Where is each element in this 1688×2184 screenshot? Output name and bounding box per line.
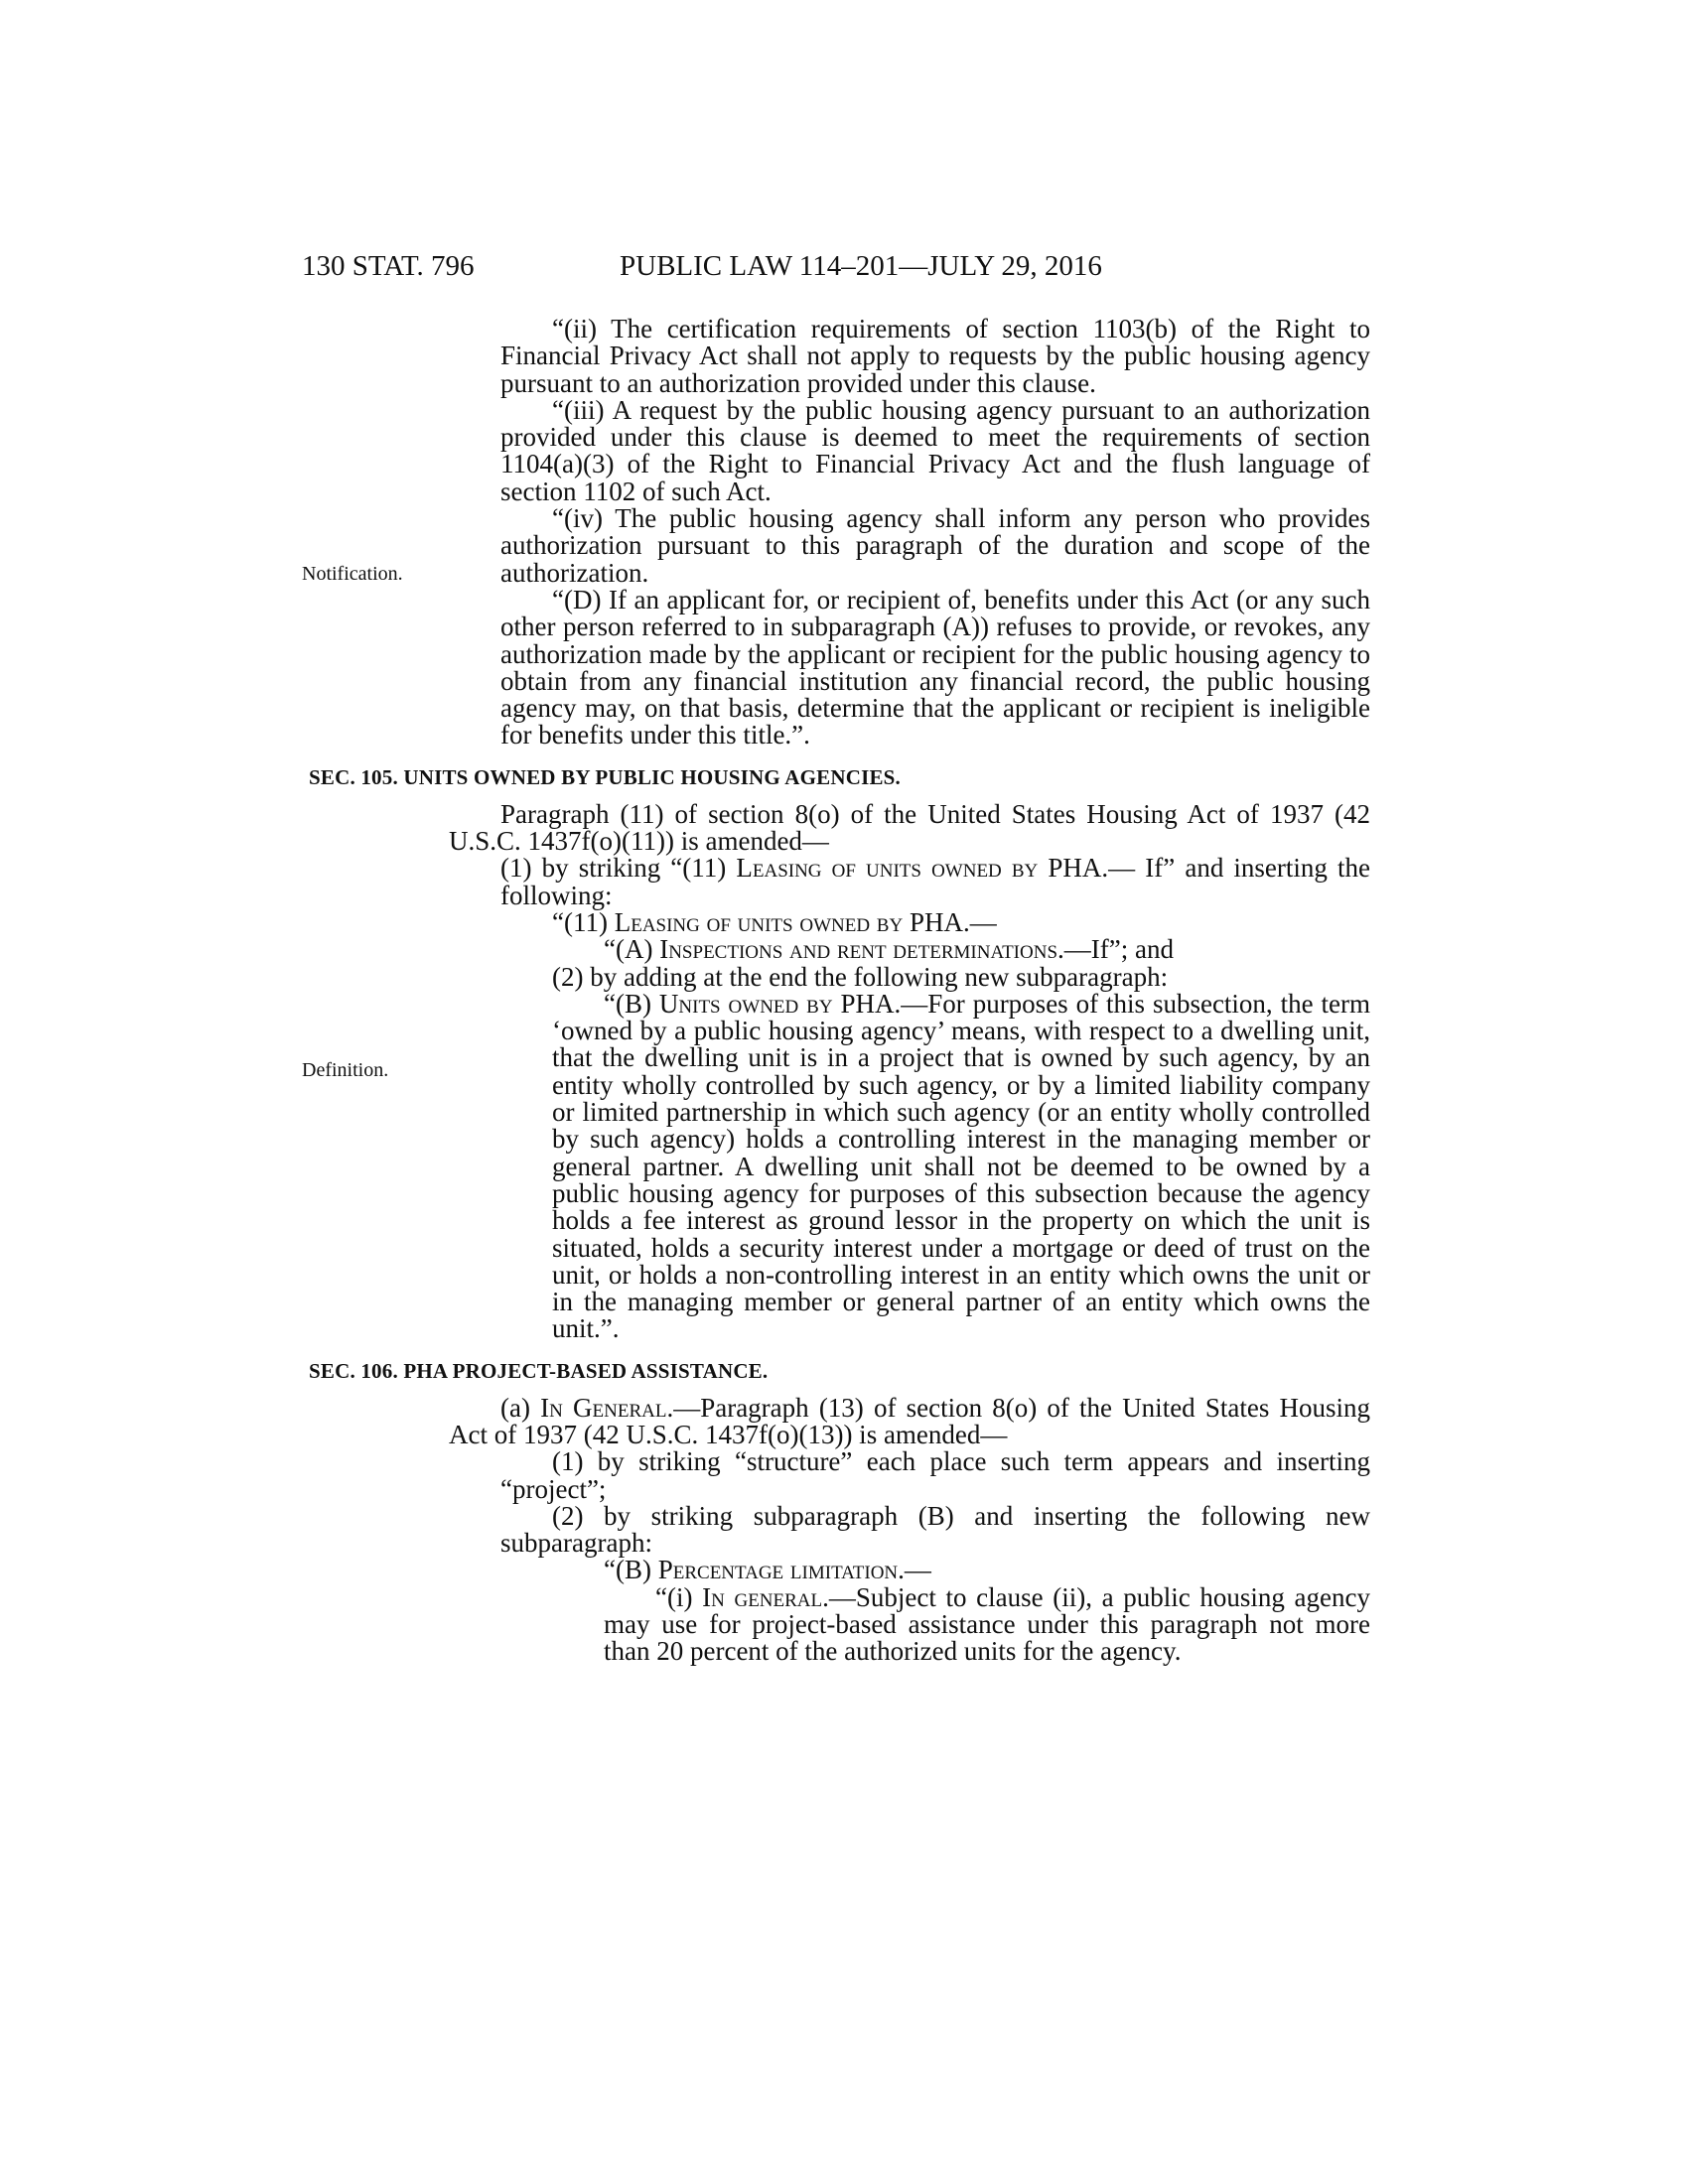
section-106-item-1: (1) by striking “structure” each place such term appears and inserting “project”; [500,1446,1370,1504]
clause-iii: “(iii) A request by the public housing agency pursuant to an authorization provided under this clause is deemed to meet the requirements of section 1104(a)(3) of the Right to Financial Privacy Act and the flush language of section 1102 of such Act. [500,394,1370,506]
quote-pct-tail: .— [898,1555,931,1585]
quote-a-tail: .—If”; and [1057,934,1174,965]
subsection-a-text: .—Paragraph (13) of section 8(o) of the United States Housing Act of 1937 (42 U.S.C. 1437f(o)(13)) is amended— [449,1392,1370,1449]
section-106-body [449,1392,1371,1667]
section-106-heading: SEC. 106. PHA PROJECT-BASED ASSISTANCE. [309,1358,769,1383]
quoted-clause-i [449,1581,1371,1667]
section-106-subsection-a [449,1392,1370,1449]
clause-iv: “(iv) The public housing agency shall inform any person who provides authorization pursuant to this paragraph of the duration and scope of the authorization. [500,503,1370,588]
item-1-caption: Leasing of units owned by PHA [736,853,1102,884]
subparagraph-d: “(D) If an applicant for, or recipient of, benefits under this Act (or any such other person referred to in subparagraph (A)) refuses to provide, or revokes, any authorization made by the applicant or recipient for the public housing agency to obtain from any financial institution any financial record, the public housing agency may, on that basis, determine that the applicant or recipient is ineligible for benefits under this title.”. [500,584,1370,751]
item-1-lead: (1) by striking “(11) [500,853,737,884]
quote-11-lead: “(11) [552,906,615,937]
quote-b-lead: “(B) [604,988,659,1019]
section-105-intro: Paragraph (11) of section 8(o) of the United States Housing Act of 1937 (42 U.S.C. 1437f(o)(11)) is amended— [449,798,1370,857]
quote-a-lead: “(A) [604,934,660,965]
clause-i-text: .—Subject to clause (ii), a public housing agency may use for project-based assistance under this paragraph not more than 20 percent of the authorized units for the agency. [604,1581,1371,1667]
margin-note-definition: Definition. [302,1059,389,1081]
quote-pct-caption: Percentage limitation [657,1555,899,1585]
quoted-subparagraph-b [449,988,1370,1344]
section-105-body [449,798,1370,1344]
page-header [302,246,1370,286]
section-106-item-2: (2) by striking subparagraph (B) and inserting the following new subparagraph: [500,1500,1370,1559]
clause-i-caption: In general [702,1581,823,1612]
subsection-a-caption: In General [540,1392,667,1423]
quoted-paragraph-11 [449,906,1370,937]
margin-note-notification: Notification. [302,563,403,585]
quote-a-caption: Inspections and rent determinations [659,934,1058,965]
running-title: PUBLIC LAW 114–201—JULY 29, 2016 [620,250,1102,282]
quote-b-caption: Units owned by PHA [658,988,895,1019]
quoted-subparagraph-b-percentage [449,1557,1370,1583]
quote-11-caption: Leasing of units owned by PHA [614,906,963,937]
clause-ii: “(ii) The certification requirements of section 1103(b) of the Right to Financial Privacy Act shall not apply to requests by the public housing agency pursuant to an authorization provided under this clause. [500,314,1370,398]
subsection-a-lead: (a) [500,1392,541,1423]
section-105-heading: SEC. 105. UNITS OWNED BY PUBLIC HOUSING AGENCIES. [309,764,901,789]
page-number: 130 STAT. 796 [302,250,475,282]
section-105-item-2: (2) by adding at the end the following new subparagraph: [552,961,1169,992]
quote-pct-lead: “(B) [604,1555,658,1585]
quote-b-text: .—For purposes of this subsection, the term ‘owned by a public housing agency’ means, with respect to a dwelling unit, that the dwelling unit is in a project that is owned by such agency, by an entity wholly controlled by such agency, or by a limited liability company or limited partnership in which such agency (or an entity wholly controlled by such agency) holds a controlling interest in the managing member or general partner. A dwelling unit shall not be deemed to be owned by a public housing agency for purposes of this subsection because the agency holds a fee interest as ground lessor in the property on which the unit is situated, holds a security interest under a mortgage or deed of trust on the unit, or holds a non-controlling interest in an entity which owns the unit or in the managing member or general partner of an entity which owns the unit.”. [552,988,1370,1344]
quoted-subparagraph-a [449,936,1370,963]
clause-i-lead: “(i) [655,1581,703,1612]
quote-11-tail: .— [962,906,997,937]
item-1-tail: .— If” and inserting the following: [500,853,1370,910]
section-105-item-1 [449,855,1370,909]
